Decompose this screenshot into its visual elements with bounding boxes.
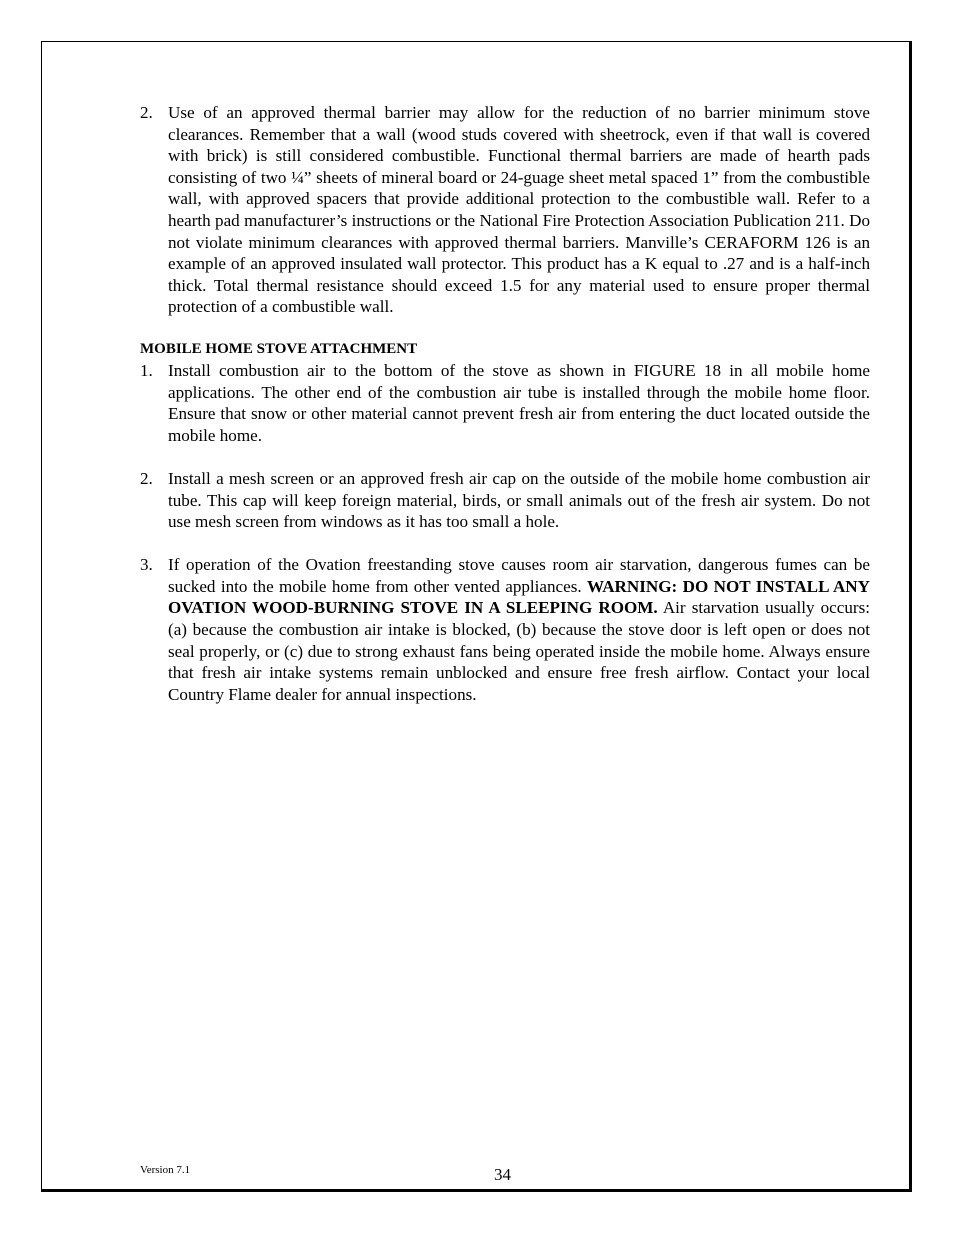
section-heading: MOBILE HOME STOVE ATTACHMENT [140, 340, 418, 357]
list-text: Install a mesh screen or an approved fresh air cap on the outside of the mobile home combustion air tube. This cap will keep foreign material, birds, or small animals out of the fresh air system. Do not use mesh screen from windows as it has too small a hole. [168, 468, 870, 532]
list-number: 1. [140, 360, 153, 380]
document-body [140, 102, 870, 705]
list-text-after: Air starvation usually occurs: (a) because the combustion air intake is blocked, (b) because the stove door is left open or does not seal properly, or (c) due to strong exhaust fans being operated inside the mobile home. Always ensure that fresh air intake systems remain unblocked and ensure free fresh airflow. Contact your local Country Flame dealer for annual inspections. [168, 598, 870, 704]
warning-text: WARNING: DO NOT INSTALL ANY OVATION WOOD-BURNING STOVE IN A SLEEPING ROOM. [168, 576, 870, 618]
list-number: 2. [140, 103, 153, 122]
list-number: 3. [140, 555, 153, 575]
list-text-before: If operation of the Ovation freestanding stove causes room air starvation, dangerous fumes can be sucked into the mobile home from other vented appliances. [168, 555, 870, 596]
list-item-intro-2 [140, 102, 870, 318]
list-item-mobile-1 [140, 360, 870, 446]
page-number: 34 [494, 1165, 511, 1184]
list-item-mobile-3 [140, 554, 870, 705]
version-label: Version 7.1 [140, 1164, 191, 1176]
list-text: Install combustion air to the bottom of the stove as shown in FIGURE 18 in all mobile home applications. The other end of the combustion air tube is installed through the mobile home floor. Ensure that snow or other material cannot prevent fresh air from entering the duct located outside the mobile home. [168, 360, 870, 445]
paragraph-gap [140, 533, 870, 555]
list-text: Use of an approved thermal barrier may allow for the reduction of no barrier minimum stove clearances. Remember that a wall (wood studs covered with sheetrock, even if that wall is covered with brick) is still considered combustible. Functional thermal barriers are made of hearth pads consisting of two ¼” sheets of mineral board or 24-guage sheet metal spaced 1” from the combustible wall, with approved spacers that provide additional protection to the combustible wall. Refer to a hearth pad manufacturer’s instructions or the National Fire Protection Association Publication 211. Do not violate minimum clearances with approved thermal barriers. Manville’s CERAFORM 126 is an example of an approved insulated wall protector. This product has a K equal to .27 and is a half-inch thick. Total thermal resistance should exceed 1.5 for any material used to ensure proper thermal protection of a combustible wall. [168, 103, 870, 317]
list-number: 2. [140, 468, 153, 488]
list-item-mobile-2 [140, 468, 870, 533]
paragraph-gap [140, 446, 870, 468]
